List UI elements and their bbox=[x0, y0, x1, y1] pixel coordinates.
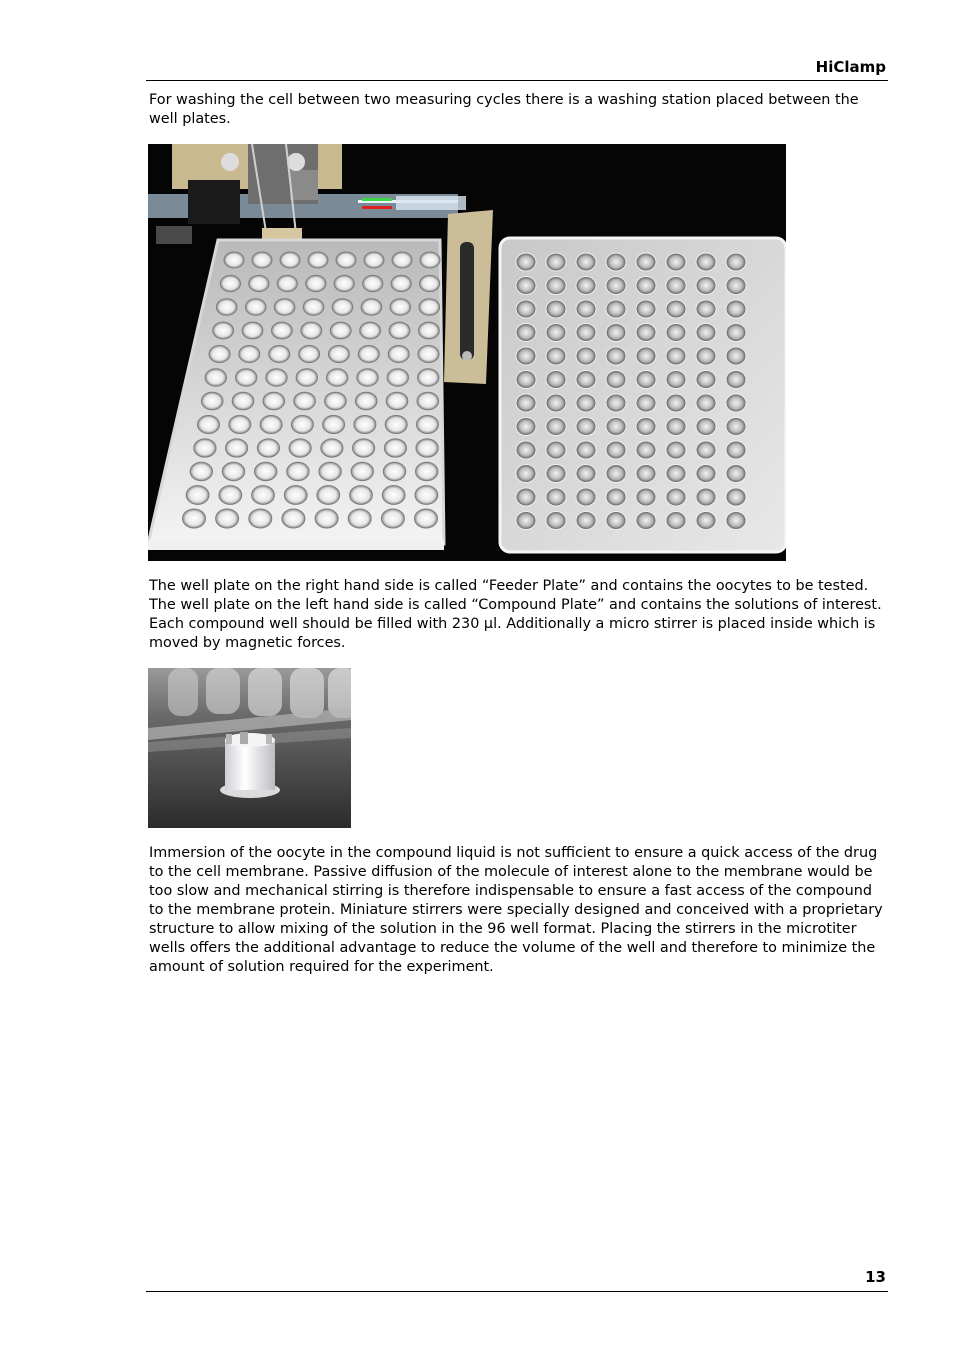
well-plates-photo bbox=[148, 144, 786, 561]
paragraph-washing-station: For washing the cell between two measuring cycles there is a washing station placed between the well plates. bbox=[149, 92, 859, 127]
paragraph-feeder-compound-plates: The well plate on the right hand side is called “Feeder Plate” and contains the oocytes to be tested. The well plate on the left hand side is called “Compound Plate” and contains the solutions of interest. Each compound well should be filled with 230 µl. Additionally a micro stirrer is placed inside which is moved by magnetic forces. bbox=[149, 578, 882, 651]
running-header-title: HiClamp bbox=[815, 58, 886, 76]
paragraph-stirring-explanation: Immersion of the oocyte in the compound liquid is not sufficient to ensure a quick access of the drug to the cell membrane. Passive diffusion of the molecule of interest alone to the membrane would be too slow and mechanical stirring is therefore indispensable to ensure a fast access of the compound to the membrane protein. Miniature stirrers were specially designed and conceived with a proprietary structure to allow mixing of the solution in the 96 well format. Placing the stirrers in the microtiter wells offers the additional advantage to reduce the volume of the well and therefore to minimize the amount of solution required for the experiment. bbox=[149, 845, 883, 975]
micro-stirrer-photo bbox=[148, 668, 351, 828]
page-number: 13 bbox=[865, 1268, 886, 1286]
footer-rule bbox=[146, 1291, 888, 1292]
header-rule bbox=[146, 80, 888, 81]
